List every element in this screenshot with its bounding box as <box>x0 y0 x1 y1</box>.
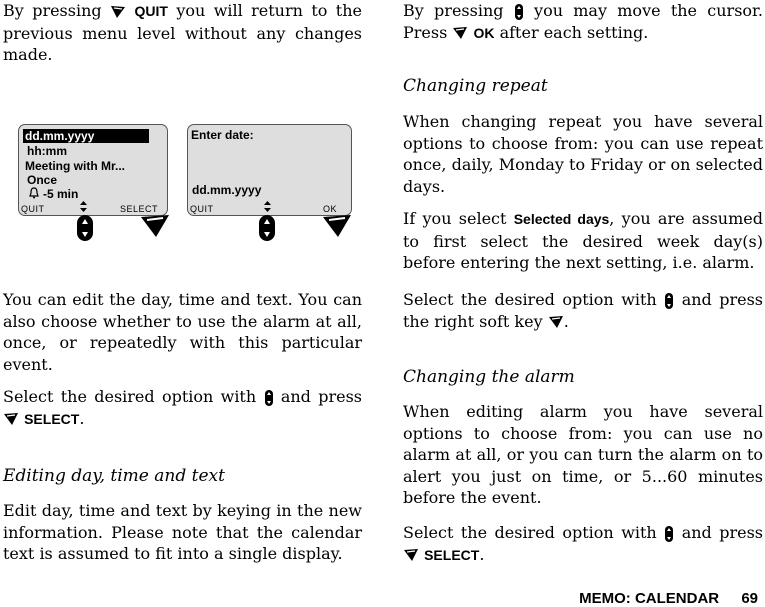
display-line-date-format: dd.mm.yyyy <box>192 183 262 197</box>
right-column <box>403 0 764 564</box>
heading-alarm: Changing the alarm <box>403 367 575 387</box>
select-key-label: SELECT <box>24 410 80 427</box>
scroll-key-icon <box>664 292 674 310</box>
paragraph-select-option: Select the desired option with and press SELECT. <box>3 387 363 428</box>
scroll-key-icon <box>258 214 276 246</box>
soft-key-quit-label: QUIT <box>21 204 45 214</box>
paragraph-quit: By pressing QUIT you will return to the previous menu level without any changes made. <box>3 1 362 64</box>
paragraph-right-soft-key: Select the desired option with and press the right soft key . <box>403 290 764 331</box>
up-down-arrow-icon <box>264 201 271 215</box>
footer-section-title: MEMO: CALENDAR <box>579 590 720 607</box>
display-line-date: dd.mm.yyyy <box>23 129 149 143</box>
display-line-text: Meeting with Mr... <box>25 159 126 173</box>
selected-days-label: Selected days <box>513 211 610 227</box>
scroll-key-icon <box>514 3 524 21</box>
display-line-prompt: Enter date: <box>191 128 254 142</box>
paragraph-edit-intro: You can edit the day, time and text. You can also choose whether to use the alarm at all, once, or repeatedly with this particular event. <box>3 290 362 374</box>
right-soft-key-icon <box>548 315 564 329</box>
display-line-alarm: -5 min <box>43 187 79 201</box>
paragraph-selected-days: If you select Selected days, you are assumed to first select the desired week day(s) before entering the next setting, i.e. alarm. <box>403 209 763 272</box>
up-down-arrow-icon <box>80 201 87 215</box>
right-soft-key-icon <box>140 214 170 242</box>
scroll-key-icon <box>76 214 94 246</box>
right-soft-key-icon <box>452 26 468 40</box>
scroll-key-icon <box>264 389 274 407</box>
soft-key-ok-label: OK <box>323 204 338 214</box>
paragraph-repeat: When changing repeat you have several options to choose from: you can use repeat once, daily, Monday to Friday or on selected days. <box>403 112 763 196</box>
select-key-label: SELECT <box>424 546 480 563</box>
right-soft-key-icon <box>3 412 19 426</box>
bell-icon <box>29 187 39 202</box>
soft-key-select-label: SELECT <box>120 204 159 214</box>
heading-editing: Editing day, time and text <box>3 466 225 486</box>
quit-key-label: QUIT <box>134 3 168 19</box>
soft-key-quit-label: QUIT <box>190 204 214 214</box>
display-line-repeat: Once <box>27 173 58 187</box>
paragraph-select-alarm: Select the desired option with and press SELECT. <box>403 523 764 564</box>
scroll-key-icon <box>664 525 674 543</box>
left-soft-key-icon <box>110 5 126 19</box>
ok-key-label: OK <box>473 24 495 41</box>
phone-display-calendar-entry <box>18 124 168 216</box>
paragraph-editing: Edit day, time and text by keying in the new information. Please note that the calendar text is assumed to fit into a single display. <box>3 501 362 563</box>
paragraph-cursor: By pressing you may move the cursor. Press OK after each setting. <box>403 1 764 42</box>
page-number: 69 <box>741 590 758 607</box>
display-line-time: hh:mm <box>27 144 67 158</box>
right-soft-key-icon <box>322 214 352 242</box>
phone-display-enter-date <box>187 124 352 216</box>
paragraph-alarm: When editing alarm you have several options to choose from: you can use no alarm at all, or you can turn the alarm on to alert you just on time, or 5...60 minutes before the event. <box>403 402 763 507</box>
page-footer <box>579 590 758 607</box>
heading-repeat: Changing repeat <box>403 76 548 96</box>
right-soft-key-icon <box>403 548 419 562</box>
